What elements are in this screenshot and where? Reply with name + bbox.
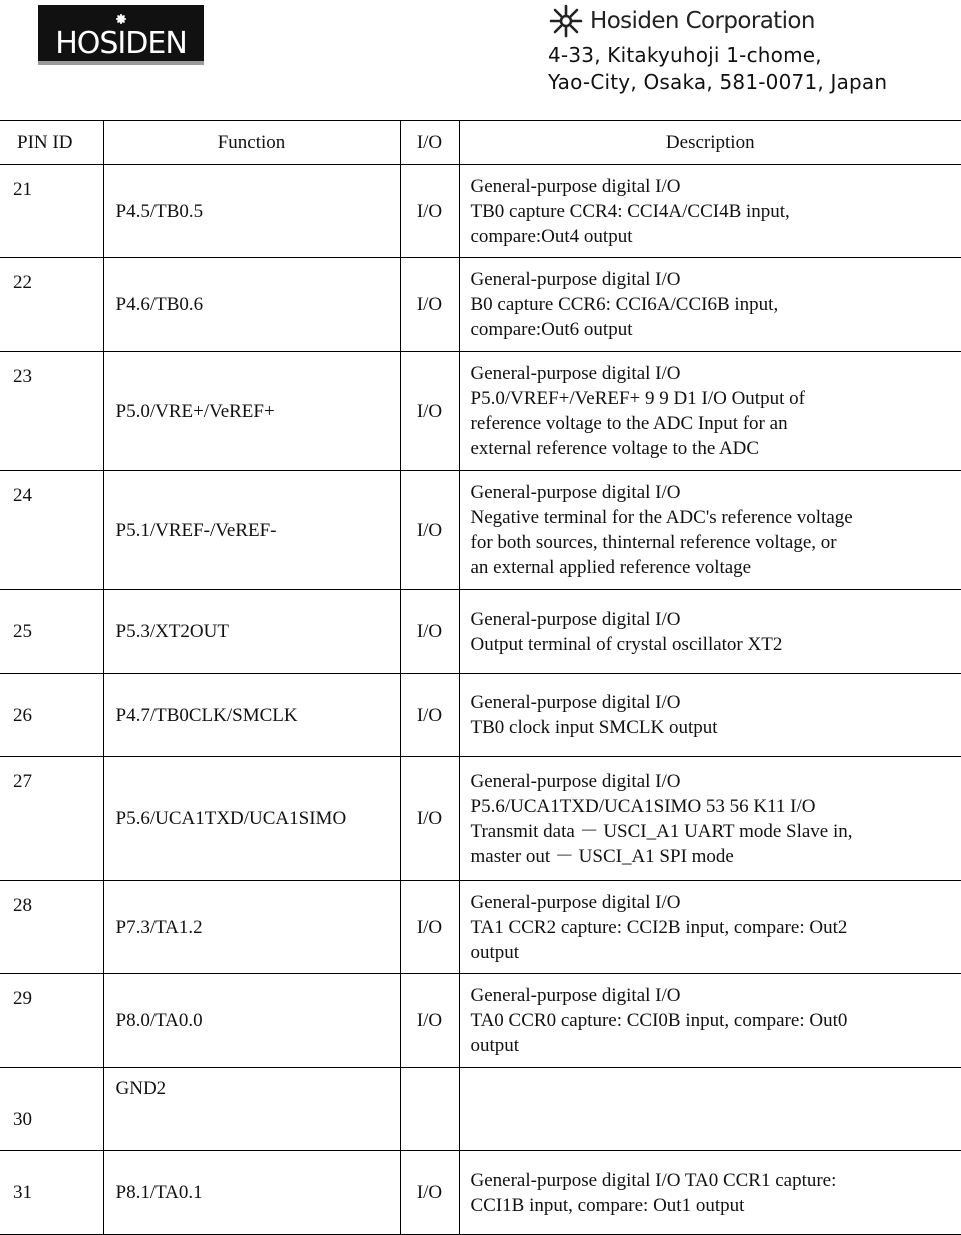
description-cell [459,881,961,974]
hosiden-logo-graphic [38,5,204,65]
table-row [0,1068,961,1151]
function-cell: P8.1/TA0.1 [103,1151,400,1235]
company-address [548,42,887,96]
description-line: Transmit data － USCI_A1 UART mode Slave in, [470,820,853,842]
pin-id-cell: 29 [0,974,103,1068]
io-cell: I/O [400,674,459,757]
description-line: General-purpose digital I/O [470,692,681,713]
io-cell: I/O [400,352,459,471]
function-cell: P4.5/TB0.5 [103,165,400,258]
description-cell [459,471,961,590]
function-cell: P5.1/VREF-/VeREF- [103,471,400,590]
function-cell: P5.3/XT2OUT [103,590,400,674]
io-cell: I/O [400,165,459,258]
description-line: TB0 capture CCR4: CCI4A/CCI4B input, [470,200,790,222]
function-cell: P4.7/TB0CLK/SMCLK [103,674,400,757]
description-line: compare:Out6 output [470,319,633,340]
table-row [0,258,961,352]
table-row [0,165,961,258]
column-header-io: I/O [400,121,459,165]
pin-id-cell: 28 [0,881,103,974]
pin-id-cell: 25 [0,590,103,674]
description-line: General-purpose digital I/O TA0 CCR1 capture: [470,1169,837,1191]
io-cell: I/O [400,590,459,674]
function-cell: P5.0/VRE+/VeREF+ [103,352,400,471]
description-cell [459,1151,961,1235]
io-cell: I/O [400,471,459,590]
pin-id-cell: 27 [0,757,103,881]
table-row [0,881,961,974]
description-line: compare:Out4 output [470,225,633,247]
description-line: P5.0/VREF+/VeREF+ 9 9 D1 I/O Output of [470,388,805,409]
io-cell: I/O [400,258,459,352]
description-cell [459,352,961,471]
description-line: General-purpose digital I/O [470,985,681,1006]
pin-id-cell: 22 [0,258,103,352]
description-line: master out － USCI_A1 SPI mode [470,845,734,867]
io-cell: I/O [400,881,459,974]
table-row [0,352,961,471]
description-line: output [470,941,520,963]
description-cell [459,757,961,881]
company-name: Hosiden Corporation [590,8,815,34]
pin-table [0,120,961,1235]
description-line: B0 capture CCR6: CCI6A/CCI6B input, [470,294,779,315]
description-line: General-purpose digital I/O [470,770,681,792]
address-line-1: 4-33, Kitakyuhoji 1-chome, [548,43,822,67]
description-line: output [470,1035,520,1056]
description-line: General-purpose digital I/O [470,891,681,913]
table-row [0,974,961,1068]
column-header-description: Description [459,121,961,165]
description-line: General-purpose digital I/O [470,269,681,290]
io-cell: I/O [400,974,459,1068]
pin-id-cell: 24 [0,471,103,590]
page-header [0,0,961,120]
description-line: CCI1B input, compare: Out1 output [470,1194,745,1216]
description-line: Output terminal of crystal oscillator XT2 [470,633,783,655]
description-cell [459,590,961,674]
description-line: TA0 CCR0 capture: CCI0B input, compare: Out0 [470,1010,848,1031]
description-line: General-purpose digital I/O [470,608,681,630]
description-cell [459,165,961,258]
description-cell [459,1068,961,1151]
description-cell [459,258,961,352]
io-cell: I/O [400,1151,459,1235]
function-cell: P8.0/TA0.0 [103,974,400,1068]
description-line: General-purpose digital I/O [470,175,681,197]
description-line: TA1 CCR2 capture: CCI2B input, compare: Out2 [470,916,848,938]
table-row [0,674,961,757]
description-line: for both sources, thinternal reference voltage, or [470,532,837,553]
function-cell: P5.6/UCA1TXD/UCA1SIMO [103,757,400,881]
column-header-pin-id: PIN ID [0,121,103,165]
pin-id-cell: 21 [0,165,103,258]
pin-id-cell: 26 [0,674,103,757]
pin-id-cell: 31 [0,1151,103,1235]
io-cell [400,1068,459,1151]
description-cell [459,674,961,757]
description-line: reference voltage to the ADC Input for an [470,413,788,434]
address-line-2: Yao-City, Osaka, 581-0071, Japan [548,70,888,94]
hosiden-logo [38,5,204,65]
description-line: external reference voltage to the ADC [470,438,760,459]
table-row [0,471,961,590]
description-line: P5.6/UCA1TXD/UCA1SIMO 53 56 K11 I/O [470,795,816,817]
pin-id-cell: 30 [0,1068,103,1151]
column-header-function: Function [103,121,400,165]
io-cell: I/O [400,757,459,881]
function-cell: GND2 [103,1068,400,1151]
description-line: Negative terminal for the ADC's reference voltage [470,507,853,528]
table-row [0,1151,961,1235]
description-line: General-purpose digital I/O [470,363,681,384]
description-line: General-purpose digital I/O [470,482,681,503]
svg-text:HOSIDEN: HOSIDEN [55,26,187,61]
corporation-logo [548,2,818,40]
description-line: TB0 clock input SMCLK output [470,717,718,738]
function-cell: P4.6/TB0.6 [103,258,400,352]
description-line: an external applied reference voltage [470,557,752,578]
table-row [0,757,961,881]
hosiden-mark-icon [548,3,584,39]
pin-id-cell: 23 [0,352,103,471]
table-header-row [0,121,961,165]
function-cell: P7.3/TA1.2 [103,881,400,974]
description-cell [459,974,961,1068]
table-row [0,590,961,674]
